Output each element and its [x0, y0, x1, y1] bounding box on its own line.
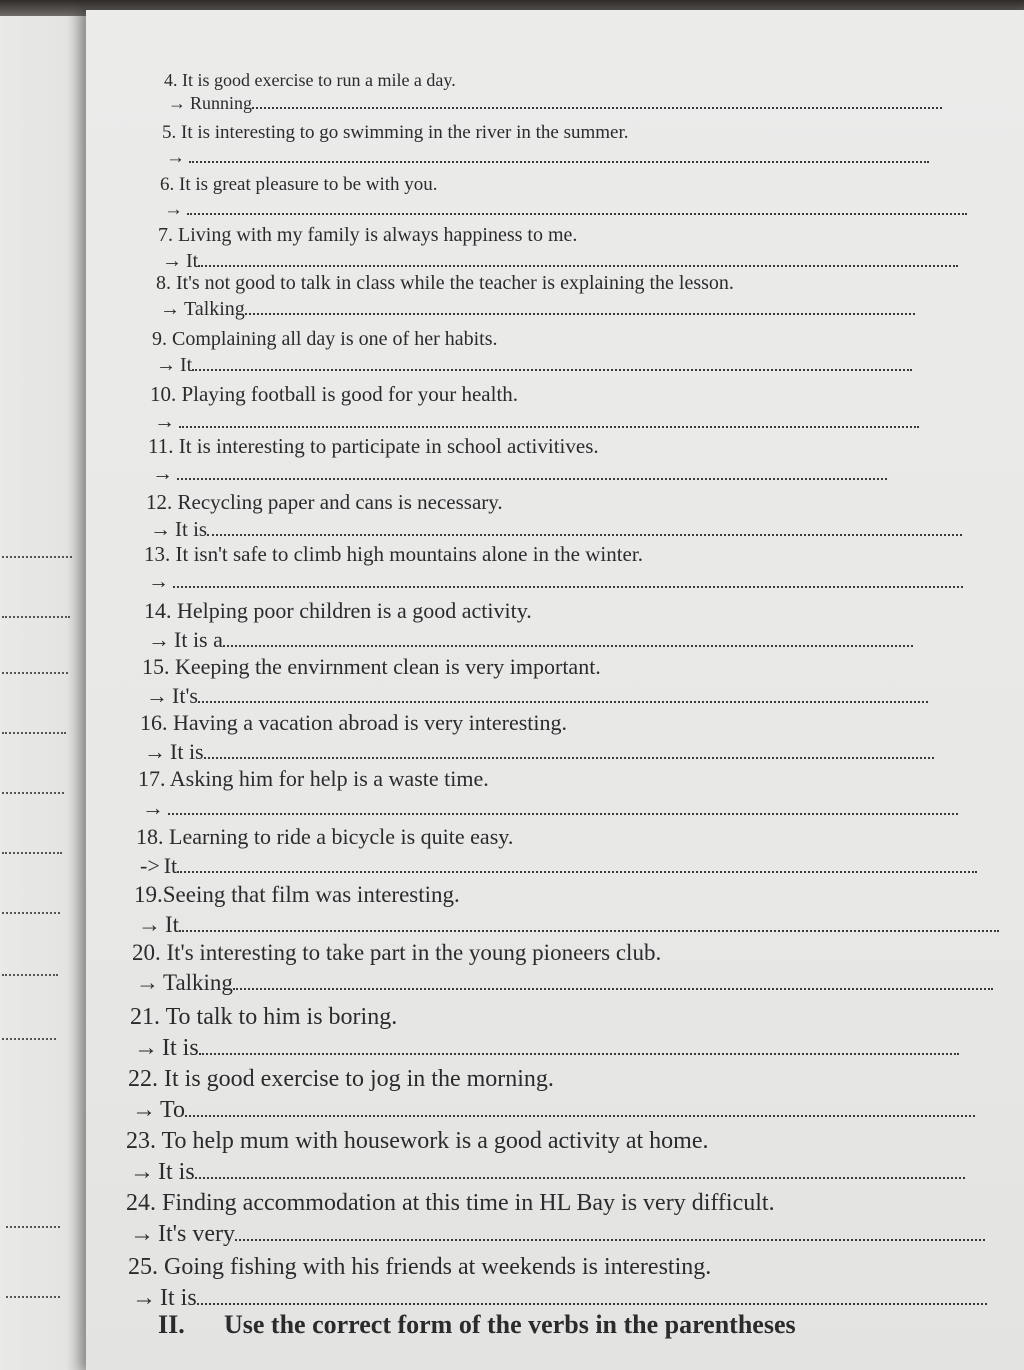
answer-line	[164, 199, 967, 221]
answer-blank[interactable]	[187, 213, 967, 215]
answer-prefix: It	[163, 853, 178, 878]
answer-line	[152, 461, 887, 486]
arrow-icon: →	[130, 1159, 154, 1185]
exercise-question: 17. Asking him for help is a waste time.	[138, 766, 489, 791]
answer-prefix: It is	[162, 1035, 199, 1061]
left-page-dotted-line	[2, 792, 64, 794]
exercise-question: 6. It is great pleasure to be with you.	[160, 174, 438, 195]
answer-prefix: It is	[175, 517, 208, 541]
left-page-dotted-line	[6, 1226, 60, 1228]
answer-blank[interactable]	[235, 1239, 985, 1241]
exercise-question: 15. Keeping the envirnment clean is very important.	[142, 654, 601, 679]
answer-blank[interactable]	[198, 701, 928, 703]
answer-line	[146, 683, 928, 709]
arrow-icon: →	[162, 250, 182, 272]
answer-line	[154, 409, 919, 434]
exercise-question: 14. Helping poor children is a good activity.	[144, 598, 532, 623]
arrow-icon: →	[146, 683, 168, 708]
answer-line	[168, 93, 942, 114]
arrow-icon: →	[136, 970, 159, 995]
answer-blank[interactable]	[199, 1053, 959, 1055]
exercise-question: 25. Going fishing with his friends at weekends is interesting.	[128, 1254, 712, 1280]
exercise-list	[86, 10, 1024, 1310]
answer-blank[interactable]	[204, 757, 934, 759]
exercise-question: 10. Playing football is good for your health.	[150, 382, 519, 406]
left-page-dotted-line	[2, 974, 58, 976]
answer-prefix: To	[160, 1097, 185, 1123]
answer-line	[136, 970, 993, 996]
answer-line	[166, 147, 929, 169]
answer-blank[interactable]	[185, 1115, 975, 1117]
answer-prefix: It's very	[158, 1221, 235, 1247]
exercise-question: 11. It is interesting to participate in school activitives.	[148, 434, 599, 458]
section-title: Use the correct form of the verbs in the parentheses	[224, 1310, 796, 1339]
arrow-icon: →	[142, 795, 164, 820]
answer-line	[140, 853, 977, 879]
exercise-question: 13. It isn't safe to climb high mountains alone in the winter.	[144, 542, 643, 566]
answer-blank[interactable]	[179, 426, 919, 428]
arrow-icon: →	[160, 298, 180, 320]
arrow-icon: →	[138, 912, 161, 937]
answer-blank[interactable]	[245, 313, 915, 315]
exercise-question: 20. It's interesting to take part in the young pioneers club.	[132, 940, 662, 965]
answer-line	[148, 627, 913, 653]
answer-blank[interactable]	[198, 265, 958, 267]
arrow-icon: ->	[140, 853, 160, 878]
exercise-question: 8. It's not good to talk in class while the teacher is explaining the lesson.	[156, 272, 734, 294]
answer-prefix: It is a	[174, 627, 223, 652]
answer-prefix: It's	[172, 683, 198, 708]
exercise-question: 5. It is interesting to go swimming in the river in the summer.	[162, 122, 629, 143]
arrow-icon: →	[164, 199, 183, 220]
arrow-icon: →	[168, 93, 186, 113]
arrow-icon: →	[144, 739, 166, 764]
exercise-question: 24. Finding accommodation at this time in HL Bay is very difficult.	[126, 1190, 775, 1216]
arrow-icon: →	[132, 1285, 156, 1311]
answer-blank[interactable]	[177, 478, 887, 480]
answer-prefix: It is	[160, 1285, 197, 1311]
answer-line	[142, 795, 958, 821]
answer-prefix: It	[165, 912, 180, 937]
answer-prefix: It	[180, 354, 193, 376]
answer-prefix: It is	[170, 739, 204, 764]
answer-line	[132, 1097, 975, 1124]
left-page-dotted-line	[2, 1038, 56, 1040]
section-heading	[158, 1310, 796, 1340]
answer-line	[138, 912, 999, 938]
answer-prefix: Talking	[163, 970, 233, 995]
left-page-dotted-line	[2, 556, 72, 558]
answer-blank[interactable]	[177, 871, 977, 873]
exercise-question: 23. To help mum with housework is a good activity at home.	[126, 1128, 709, 1154]
answer-line	[130, 1159, 965, 1186]
answer-blank[interactable]	[207, 534, 962, 536]
exercise-question: 4. It is good exercise to run a mile a day.	[164, 70, 456, 90]
worksheet-page	[86, 10, 1024, 1370]
answer-line	[132, 1285, 987, 1312]
answer-line	[148, 569, 963, 594]
exercise-question: 18. Learning to ride a bicycle is quite easy.	[136, 824, 514, 849]
answer-blank[interactable]	[192, 369, 912, 371]
left-page-dotted-line	[2, 732, 66, 734]
arrow-icon: →	[134, 1035, 158, 1061]
arrow-icon: →	[152, 461, 173, 485]
exercise-question: 12. Recycling paper and cans is necessary.	[146, 490, 503, 514]
arrow-icon: →	[154, 409, 175, 433]
answer-line	[160, 298, 915, 321]
exercise-question: 19.Seeing that film was interesting.	[134, 882, 460, 907]
arrow-icon: →	[148, 569, 169, 593]
answer-line	[150, 517, 962, 542]
left-page-dotted-line	[2, 616, 70, 618]
exercise-question: 22. It is good exercise to jog in the morning.	[128, 1066, 554, 1092]
answer-blank[interactable]	[168, 813, 958, 815]
answer-blank[interactable]	[179, 930, 999, 932]
left-page-dotted-line	[2, 672, 68, 674]
left-page-dotted-line	[2, 912, 60, 914]
exercise-question: 7. Living with my family is always happiness to me.	[158, 224, 578, 246]
answer-prefix: Running	[190, 93, 253, 113]
answer-line	[162, 250, 958, 273]
arrow-icon: →	[148, 627, 170, 652]
arrow-icon: →	[130, 1221, 154, 1247]
left-page-dotted-line	[2, 852, 62, 854]
left-page-dotted-line	[6, 1296, 60, 1298]
arrow-icon: →	[156, 354, 176, 376]
answer-blank[interactable]	[197, 1303, 987, 1305]
answer-line	[156, 354, 912, 377]
arrow-icon: →	[150, 517, 171, 541]
arrow-icon: →	[132, 1097, 156, 1123]
answer-blank[interactable]	[189, 161, 929, 163]
answer-blank[interactable]	[223, 645, 913, 647]
answer-line	[144, 739, 934, 765]
answer-blank[interactable]	[252, 107, 942, 109]
section-number: II.	[158, 1310, 185, 1339]
left-facing-page	[0, 0, 88, 1370]
answer-prefix: It	[186, 250, 199, 272]
answer-blank[interactable]	[233, 988, 993, 990]
exercise-question: 16. Having a vacation abroad is very interesting.	[140, 710, 568, 735]
exercise-question: 21. To talk to him is boring.	[130, 1004, 398, 1030]
answer-blank[interactable]	[173, 586, 963, 588]
answer-line	[130, 1221, 985, 1248]
answer-prefix: It is	[158, 1159, 195, 1185]
arrow-icon: →	[166, 147, 185, 168]
answer-prefix: Talking	[184, 298, 245, 320]
answer-line	[134, 1035, 959, 1062]
answer-blank[interactable]	[195, 1177, 965, 1179]
exercise-question: 9. Complaining all day is one of her habits.	[152, 328, 498, 350]
